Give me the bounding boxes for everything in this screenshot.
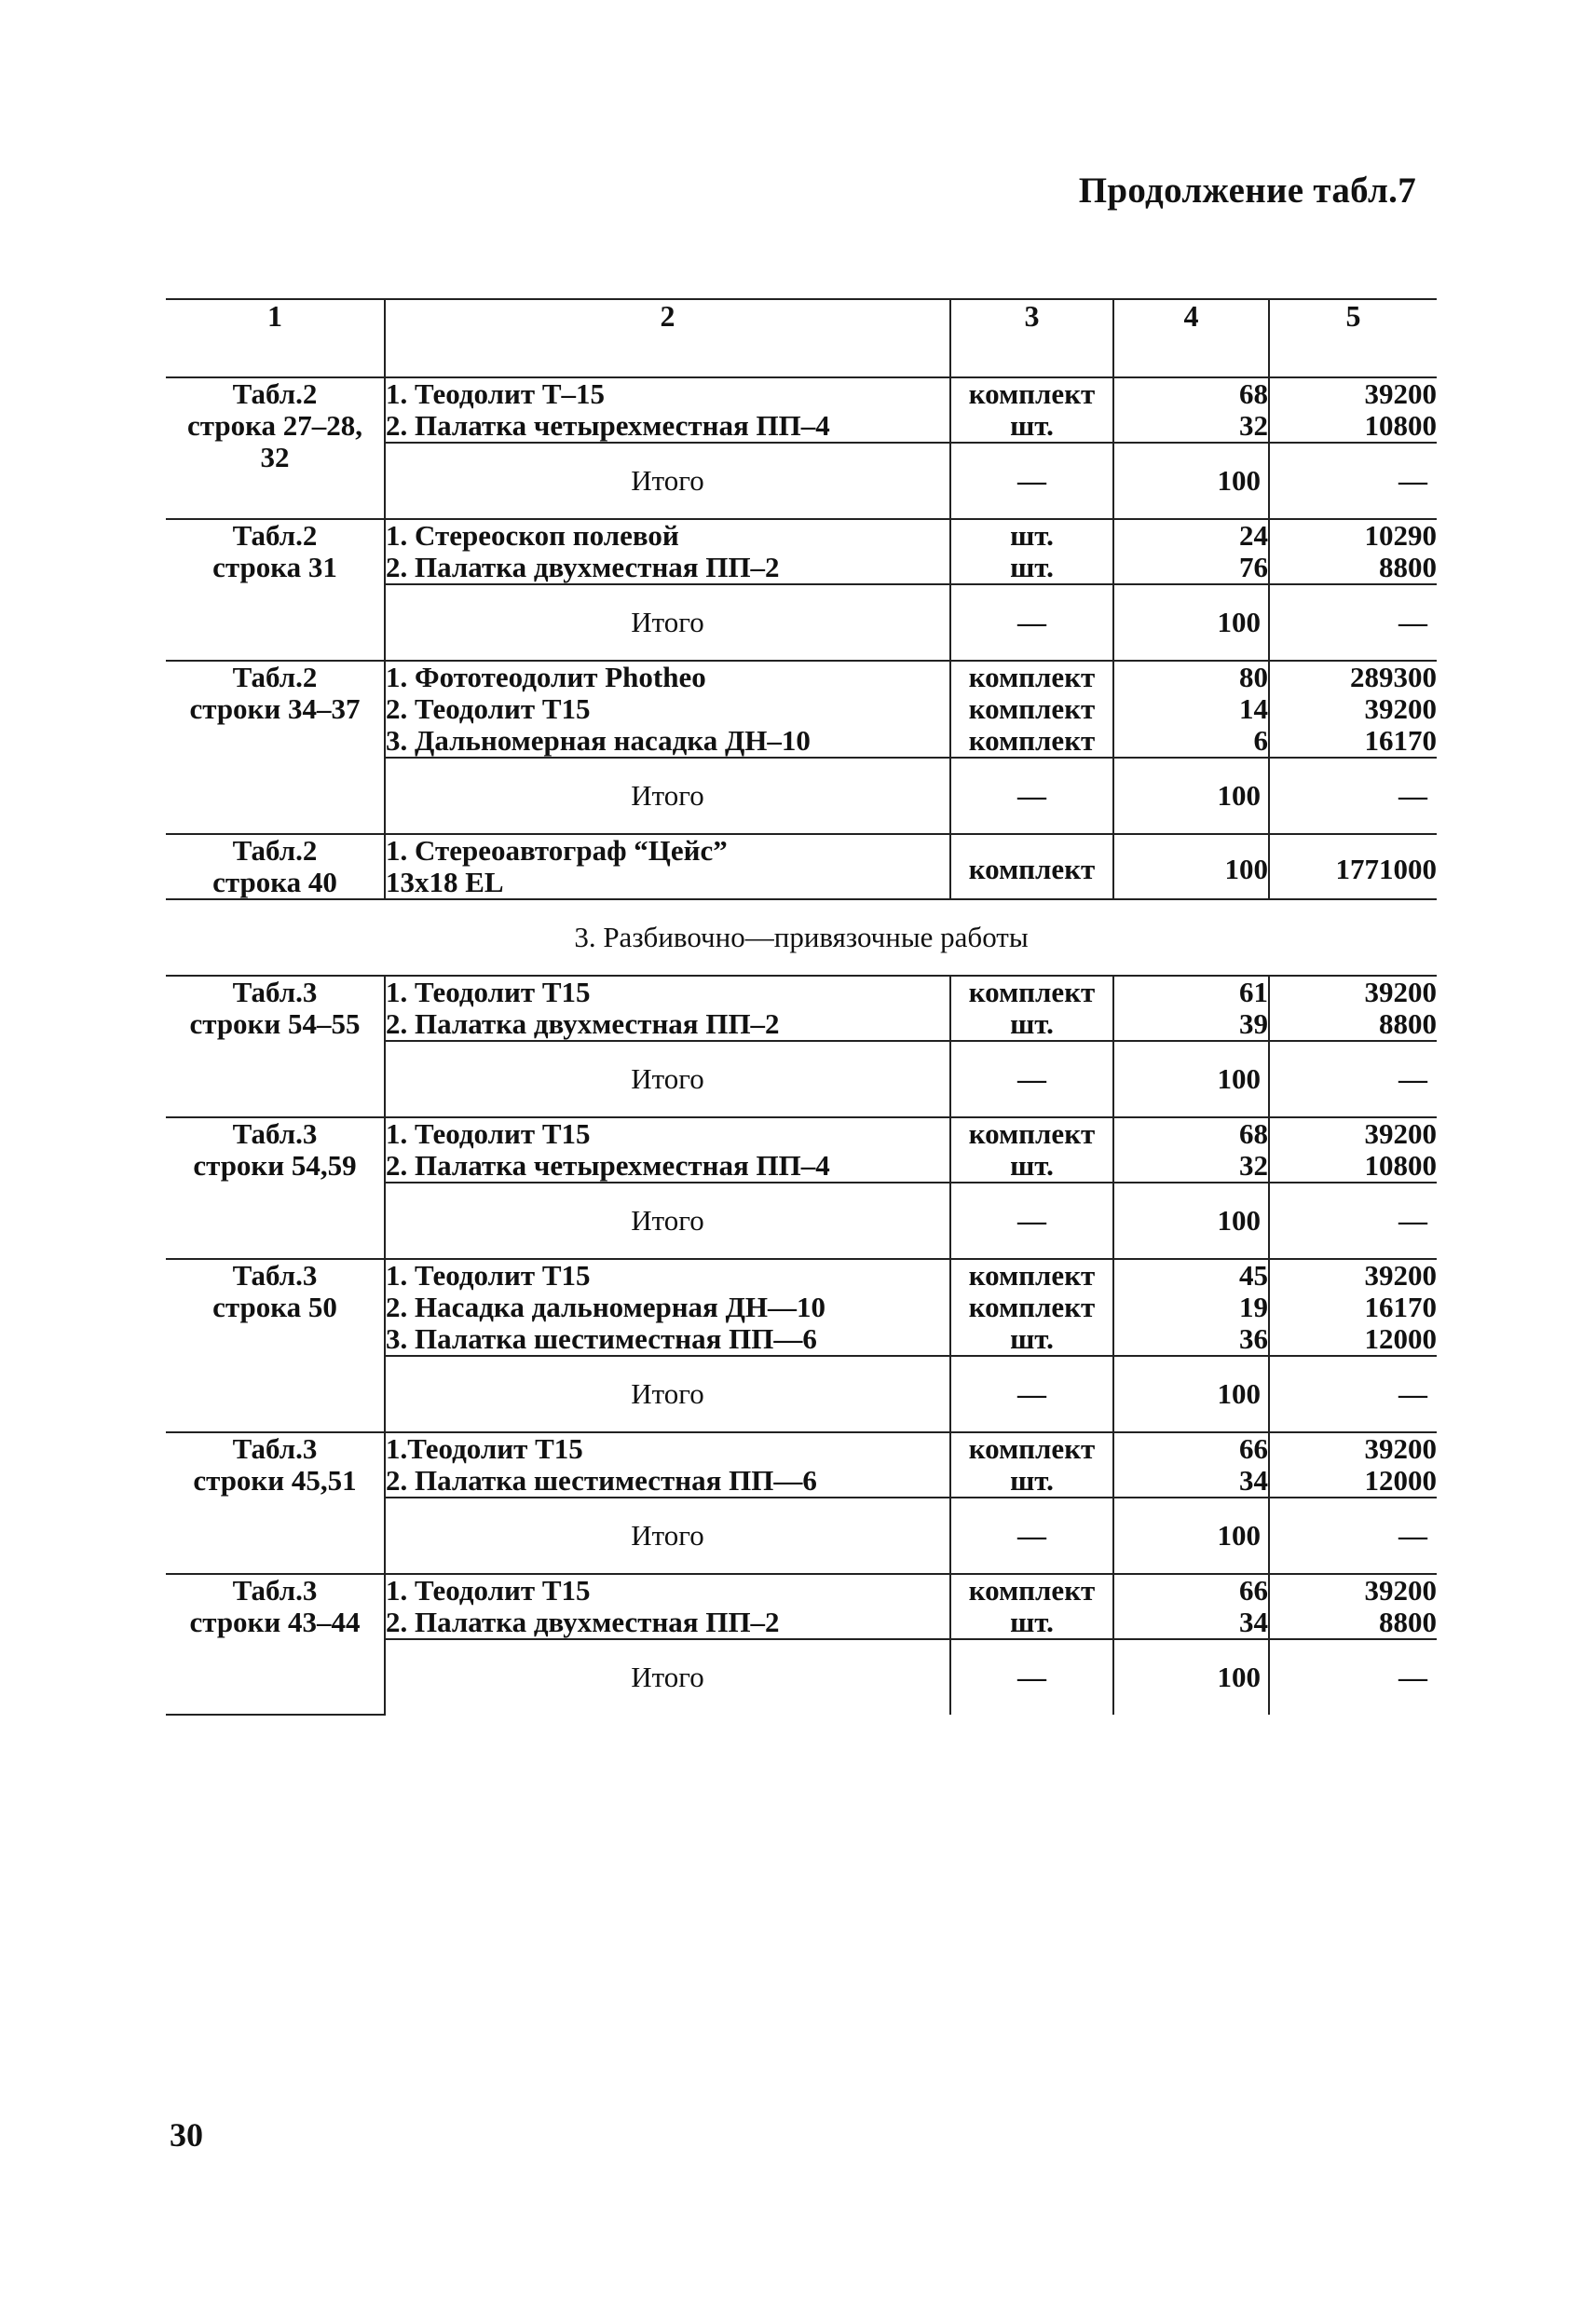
- share-list: [1113, 519, 1269, 584]
- equipment-item: 2. Насадка дальномерная ДН—10: [386, 1291, 826, 1323]
- unit-list: [950, 377, 1113, 443]
- equipment-item: 13х18 EL: [386, 866, 504, 898]
- unit-value: шт.: [1010, 1007, 1054, 1040]
- share-value: 68: [1239, 377, 1268, 410]
- reference-line: Табл.2: [232, 377, 318, 410]
- total-label: Итого: [385, 443, 950, 519]
- total-share: 100: [1113, 1041, 1269, 1117]
- unit-value: комплект: [968, 1432, 1096, 1465]
- share-value: 68: [1239, 1117, 1268, 1150]
- equipment-item: 1. Теодолит Т15: [386, 1574, 591, 1607]
- total-share: 100: [1113, 1356, 1269, 1432]
- unit-list: [950, 1574, 1113, 1639]
- total-unit-dash: —: [950, 584, 1113, 661]
- total-label: Итого: [385, 584, 950, 661]
- reference-line: строки 54–55: [189, 1007, 361, 1040]
- cost-list: [1269, 661, 1437, 758]
- total-cost-dash: —: [1269, 443, 1437, 519]
- share-value: 32: [1239, 1149, 1268, 1182]
- source-reference: [166, 976, 385, 1117]
- share-list: [1113, 976, 1269, 1041]
- reference-line: Табл.2: [232, 519, 318, 552]
- unit-list: [950, 976, 1113, 1041]
- cost-value: 12000: [1364, 1322, 1437, 1355]
- cost-value: 39200: [1364, 1117, 1437, 1150]
- equipment-item: 1. Теодолит Т15: [386, 1259, 591, 1292]
- equipment-list: [385, 1574, 950, 1639]
- reference-line: строка 27–28,: [187, 409, 362, 442]
- table-row: [166, 1117, 1437, 1183]
- reference-line: Табл.3: [232, 1432, 318, 1465]
- page-number: 30: [170, 2116, 203, 2154]
- equipment-list: [385, 834, 950, 899]
- unit-value: шт.: [1010, 1464, 1054, 1497]
- share-value: 100: [1224, 853, 1268, 885]
- column-header: 3: [950, 299, 1113, 377]
- equipment-list: [385, 1117, 950, 1183]
- equipment-item: 2. Палатка четырехместная ПП–4: [386, 409, 830, 442]
- equipment-item: 3. Палатка шестиместная ПП—6: [386, 1322, 817, 1355]
- reference-line: строки 43–44: [189, 1606, 361, 1638]
- source-reference: [166, 519, 385, 661]
- source-reference: [166, 661, 385, 834]
- cost-value: 39200: [1364, 1432, 1437, 1465]
- reference-line: строка 31: [212, 551, 337, 583]
- table-row: [166, 1574, 1437, 1639]
- unit-value: комплект: [968, 976, 1096, 1008]
- cost-value: 39200: [1364, 692, 1437, 725]
- equipment-item: 1.Теодолит Т15: [386, 1432, 583, 1465]
- reference-line: Табл.3: [232, 1259, 318, 1292]
- cost-value: 12000: [1364, 1464, 1437, 1497]
- reference-line: Табл.3: [232, 1574, 318, 1607]
- equipment-item: 1. Теодолит Т15: [386, 1117, 591, 1150]
- table-row: [166, 519, 1437, 584]
- unit-value: шт.: [1010, 1322, 1054, 1355]
- share-value: 76: [1239, 551, 1268, 583]
- total-unit-dash: —: [950, 443, 1113, 519]
- cost-value: 289300: [1350, 661, 1437, 693]
- reference-line: Табл.3: [232, 976, 318, 1008]
- total-label: Итого: [385, 1041, 950, 1117]
- reference-line: Табл.2: [232, 834, 318, 867]
- source-reference: [166, 1259, 385, 1432]
- source-reference: [166, 1432, 385, 1574]
- column-header: 2: [385, 299, 950, 377]
- share-value: 32: [1239, 409, 1268, 442]
- equipment-list: [385, 377, 950, 443]
- cost-value: 10290: [1364, 519, 1437, 552]
- cost-value: 8800: [1379, 551, 1437, 583]
- total-share: 100: [1113, 1498, 1269, 1574]
- total-unit-dash: —: [950, 1041, 1113, 1117]
- equipment-item: 1. Теодолит Т–15: [386, 377, 606, 410]
- unit-list: [950, 1259, 1113, 1356]
- equipment-item: 1. Стереоскоп полевой: [386, 519, 679, 552]
- share-list: [1113, 1574, 1269, 1639]
- unit-value: комплект: [968, 1259, 1096, 1292]
- equipment-item: 1. Стереоавтограф “Цейс”: [386, 834, 728, 867]
- unit-value: комплект: [968, 692, 1096, 725]
- equipment-list: [385, 1432, 950, 1498]
- total-unit-dash: —: [950, 1183, 1113, 1259]
- unit-value: шт.: [1010, 409, 1054, 442]
- total-cost-dash: —: [1269, 1183, 1437, 1259]
- unit-value: шт.: [1010, 519, 1054, 552]
- share-value: 66: [1239, 1432, 1268, 1465]
- share-value: 19: [1239, 1291, 1268, 1323]
- total-unit-dash: —: [950, 1498, 1113, 1574]
- column-header: 1: [166, 299, 385, 377]
- equipment-item: 2. Палатка двухместная ПП–2: [386, 1606, 780, 1638]
- share-list: [1113, 1117, 1269, 1183]
- unit-list: [950, 834, 1113, 899]
- unit-value: комплект: [968, 1117, 1096, 1150]
- cost-list: [1269, 976, 1437, 1041]
- total-unit-dash: —: [950, 1639, 1113, 1715]
- equipment-list: [385, 1259, 950, 1356]
- equipment-list: [385, 519, 950, 584]
- unit-value: комплект: [968, 1291, 1096, 1323]
- cost-value: 8800: [1379, 1606, 1437, 1638]
- cost-value: 39200: [1364, 1574, 1437, 1607]
- total-share: 100: [1113, 1183, 1269, 1259]
- total-unit-dash: —: [950, 758, 1113, 834]
- total-unit-dash: —: [950, 1356, 1113, 1432]
- equipment-item: 2. Палатка четырехместная ПП–4: [386, 1149, 830, 1182]
- table-body: [166, 377, 1437, 1715]
- equipment-item: 2. Палатка шестиместная ПП—6: [386, 1464, 817, 1497]
- total-cost-dash: —: [1269, 584, 1437, 661]
- column-number-row: [166, 299, 1437, 377]
- total-label: Итого: [385, 758, 950, 834]
- cost-value: 8800: [1379, 1007, 1437, 1040]
- section-row: [166, 899, 1437, 976]
- share-value: 36: [1239, 1322, 1268, 1355]
- cost-value: 39200: [1364, 976, 1437, 1008]
- unit-value: комплект: [968, 853, 1096, 885]
- equipment-item: 2. Палатка двухместная ПП–2: [386, 551, 780, 583]
- source-reference: [166, 377, 385, 519]
- cost-value: 16170: [1364, 724, 1437, 757]
- equipment-item: 2. Палатка двухместная ПП–2: [386, 1007, 780, 1040]
- unit-value: шт.: [1010, 1149, 1054, 1182]
- column-header: 4: [1113, 299, 1269, 377]
- cost-list: [1269, 519, 1437, 584]
- equipment-item: 3. Дальномерная насадка ДН–10: [386, 724, 811, 757]
- equipment-list: [385, 661, 950, 758]
- unit-list: [950, 1432, 1113, 1498]
- reference-line: строка 50: [212, 1291, 337, 1323]
- total-share: 100: [1113, 443, 1269, 519]
- share-value: 45: [1239, 1259, 1268, 1292]
- table-row: [166, 976, 1437, 1041]
- share-value: 61: [1239, 976, 1268, 1008]
- share-list: [1113, 1432, 1269, 1498]
- share-list: [1113, 834, 1269, 899]
- reference-line: Табл.3: [232, 1117, 318, 1150]
- cost-value: 39200: [1364, 1259, 1437, 1292]
- table-continuation-heading: Продолжение табл.7: [1078, 171, 1416, 211]
- table-row: [166, 1432, 1437, 1498]
- cost-list: [1269, 1574, 1437, 1639]
- reference-line: строки 54,59: [193, 1149, 357, 1182]
- share-list: [1113, 661, 1269, 758]
- cost-value: 10800: [1364, 409, 1437, 442]
- unit-value: шт.: [1010, 551, 1054, 583]
- unit-value: комплект: [968, 377, 1096, 410]
- unit-value: комплект: [968, 1574, 1096, 1607]
- unit-value: комплект: [968, 724, 1096, 757]
- share-value: 34: [1239, 1464, 1268, 1497]
- reference-line: строки 34–37: [189, 692, 361, 725]
- cost-value: 1771000: [1335, 853, 1437, 885]
- column-header: 5: [1269, 299, 1437, 377]
- share-value: 39: [1239, 1007, 1268, 1040]
- equipment-item: 2. Теодолит Т15: [386, 692, 591, 725]
- total-share: 100: [1113, 1639, 1269, 1715]
- total-label: Итого: [385, 1356, 950, 1432]
- unit-value: комплект: [968, 661, 1096, 693]
- cost-list: [1269, 834, 1437, 899]
- share-list: [1113, 377, 1269, 443]
- unit-list: [950, 519, 1113, 584]
- table-row: [166, 661, 1437, 758]
- total-cost-dash: —: [1269, 758, 1437, 834]
- cost-list: [1269, 377, 1437, 443]
- unit-list: [950, 661, 1113, 758]
- total-cost-dash: —: [1269, 1041, 1437, 1117]
- equipment-item: 1. Теодолит Т15: [386, 976, 591, 1008]
- cost-value: 16170: [1364, 1291, 1437, 1323]
- share-value: 14: [1239, 692, 1268, 725]
- total-share: 100: [1113, 758, 1269, 834]
- equipment-item: 1. Фототеодолит Photheo: [386, 661, 706, 693]
- cost-value: 10800: [1364, 1149, 1437, 1182]
- table-row: [166, 834, 1437, 899]
- share-value: 66: [1239, 1574, 1268, 1607]
- reference-line: Табл.2: [232, 661, 318, 693]
- total-cost-dash: —: [1269, 1356, 1437, 1432]
- cost-list: [1269, 1259, 1437, 1356]
- total-cost-dash: —: [1269, 1498, 1437, 1574]
- cost-list: [1269, 1432, 1437, 1498]
- share-value: 24: [1239, 519, 1268, 552]
- share-value: 6: [1253, 724, 1268, 757]
- reference-line: строки 45,51: [193, 1464, 357, 1497]
- unit-value: шт.: [1010, 1606, 1054, 1638]
- cost-value: 39200: [1364, 377, 1437, 410]
- section-title: 3. Разбивочно—привязочные работы: [166, 899, 1437, 976]
- reference-line: строка 40: [212, 866, 337, 898]
- table-row: [166, 1259, 1437, 1356]
- source-reference: [166, 834, 385, 899]
- table-row: [166, 377, 1437, 443]
- share-value: 34: [1239, 1606, 1268, 1638]
- total-label: Итого: [385, 1183, 950, 1259]
- equipment-list: [385, 976, 950, 1041]
- total-label: Итого: [385, 1498, 950, 1574]
- total-label: Итого: [385, 1639, 950, 1715]
- source-reference: [166, 1574, 385, 1715]
- unit-list: [950, 1117, 1113, 1183]
- cost-list: [1269, 1117, 1437, 1183]
- reference-line: 32: [260, 441, 290, 473]
- total-share: 100: [1113, 584, 1269, 661]
- share-value: 80: [1239, 661, 1268, 693]
- total-cost-dash: —: [1269, 1639, 1437, 1715]
- source-reference: [166, 1117, 385, 1259]
- equipment-table: [166, 298, 1437, 1716]
- share-list: [1113, 1259, 1269, 1356]
